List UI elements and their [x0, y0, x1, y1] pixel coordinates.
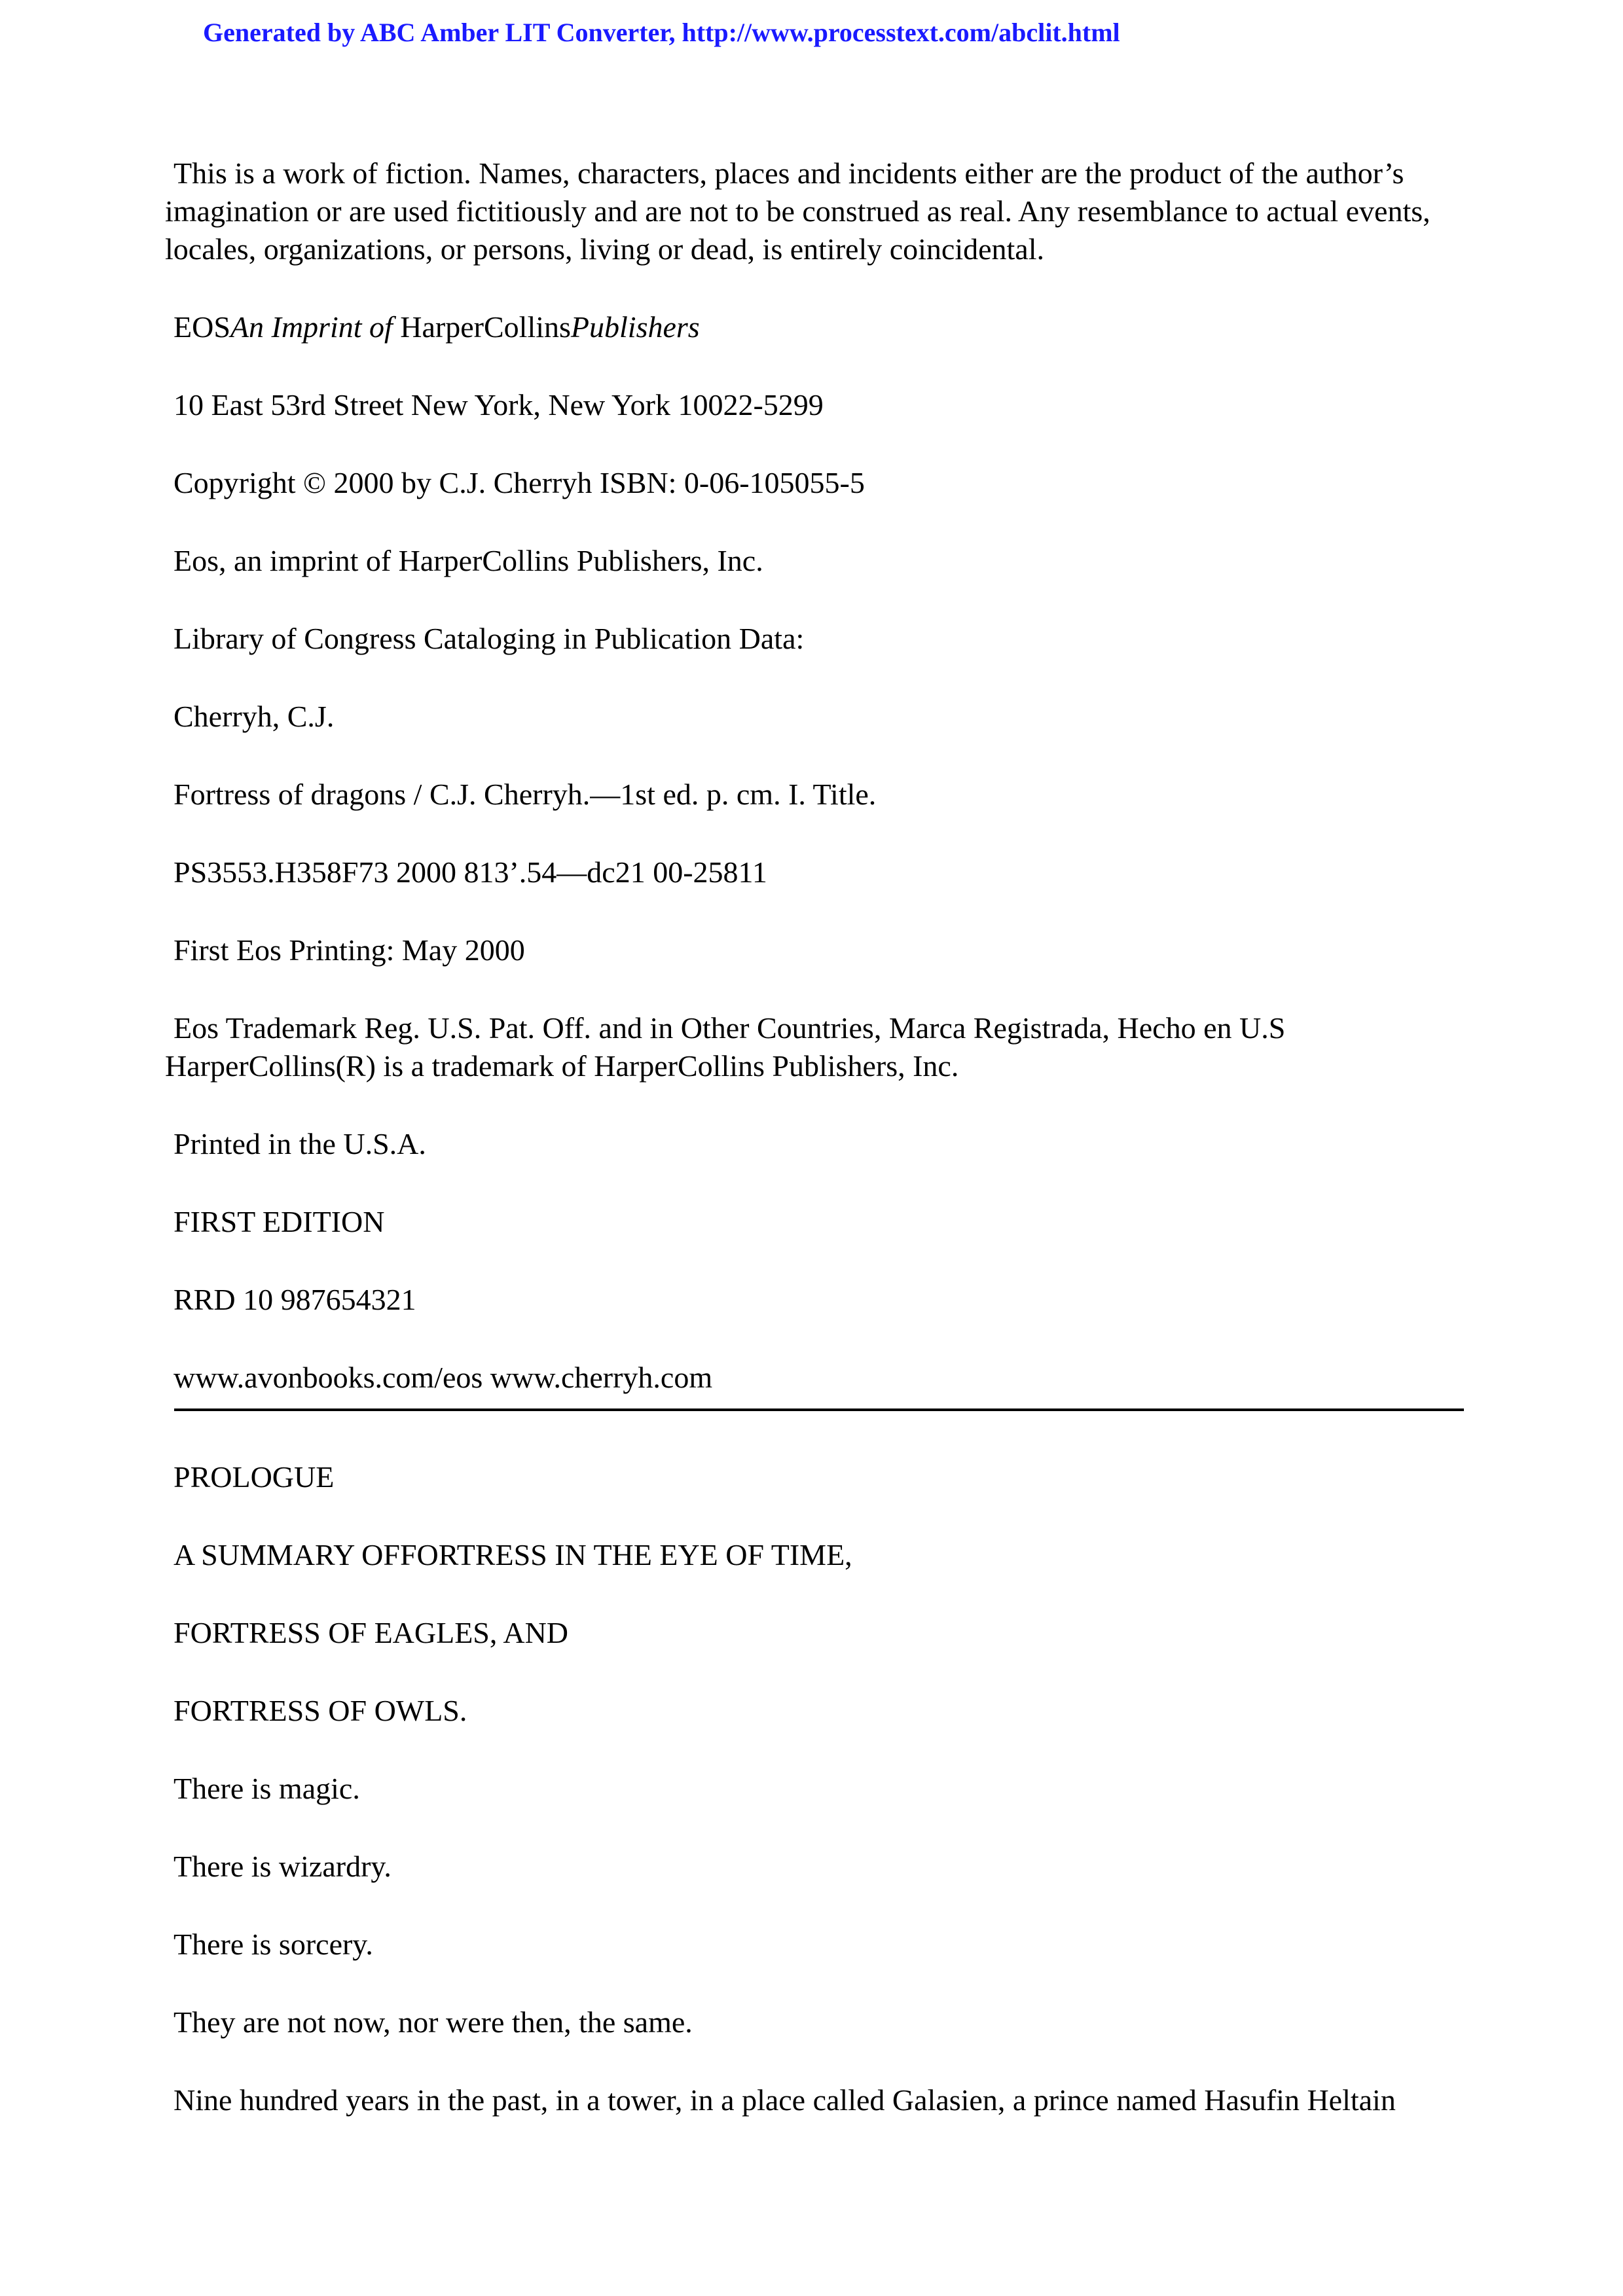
imprint-line: [165, 308, 1468, 346]
call-number-line: PS3553.H358F73 2000 813’.54—dc21 00-25811: [173, 855, 767, 889]
loc-heading: Library of Congress Cataloging in Publication Data:: [173, 622, 805, 655]
title-line: Fortress of dragons / C.J. Cherryh.—1st ed. p. cm. I. Title.: [173, 778, 877, 811]
summary-line-1: A SUMMARY OFFORTRESS IN THE EYE OF TIME,: [173, 1538, 852, 1571]
prologue-paragraph-1: There is magic.: [173, 1772, 360, 1805]
copyright-line: Copyright © 2000 by C.J. Cherryh ISBN: 0-06-105055-5: [173, 466, 865, 499]
trademark-paragraph: Eos Trademark Reg. U.S. Pat. Off. and in Other Countries, Marca Registrada, Hecho en U.S HarperCollins(R) is a trademark of HarperCollins Publishers, Inc.: [165, 1011, 1286, 1083]
eos-imprint-line: Eos, an imprint of HarperCollins Publishers, Inc.: [173, 544, 763, 577]
first-printing-line: First Eos Printing: May 2000: [173, 933, 525, 967]
imprint-eos: EOS: [173, 310, 230, 344]
imprint-publishers: Publishers: [570, 310, 700, 344]
prologue-paragraph-2: There is wizardry.: [173, 1850, 392, 1883]
author-line: Cherryh, C.J.: [173, 700, 335, 733]
prologue-heading: PROLOGUE: [173, 1460, 335, 1494]
disclaimer-paragraph: This is a work of fiction. Names, characters, places and incidents either are the product of the author’s imagination or are used fictitiously and are not to be construed as real. Any resemblance to actual events, locales, organizations, or persons, living or dead, is entirely coincidental.: [165, 156, 1431, 266]
prologue-paragraph-3: There is sorcery.: [173, 1928, 373, 1961]
edition-line: FIRST EDITION: [173, 1205, 385, 1238]
horizontal-rule: [174, 1408, 1464, 1411]
websites-line: www.avonbooks.com/eos www.cherryh.com: [173, 1361, 713, 1394]
converter-header-link[interactable]: Generated by ABC Amber LIT Converter, http://www.processtext.com/abclit.html: [203, 18, 1120, 47]
printed-in-line: Printed in the U.S.A.: [173, 1127, 426, 1160]
prologue-paragraph-5: Nine hundred years in the past, in a tower, in a place called Galasien, a prince named Hasufin Heltain: [173, 2083, 1396, 2117]
printing-line: RRD 10 987654321: [173, 1283, 416, 1316]
imprint-harpercollins: HarperCollins: [400, 310, 571, 344]
address-line: 10 East 53rd Street New York, New York 10022-5299: [173, 388, 824, 422]
summary-line-2: FORTRESS OF EAGLES, AND: [173, 1616, 569, 1649]
summary-line-3: FORTRESS OF OWLS.: [173, 1694, 467, 1727]
prologue-paragraph-4: They are not now, nor were then, the same.: [173, 2005, 693, 2039]
document-page: [165, 154, 1468, 2159]
imprint-an-imprint-of: An Imprint of: [230, 310, 393, 344]
